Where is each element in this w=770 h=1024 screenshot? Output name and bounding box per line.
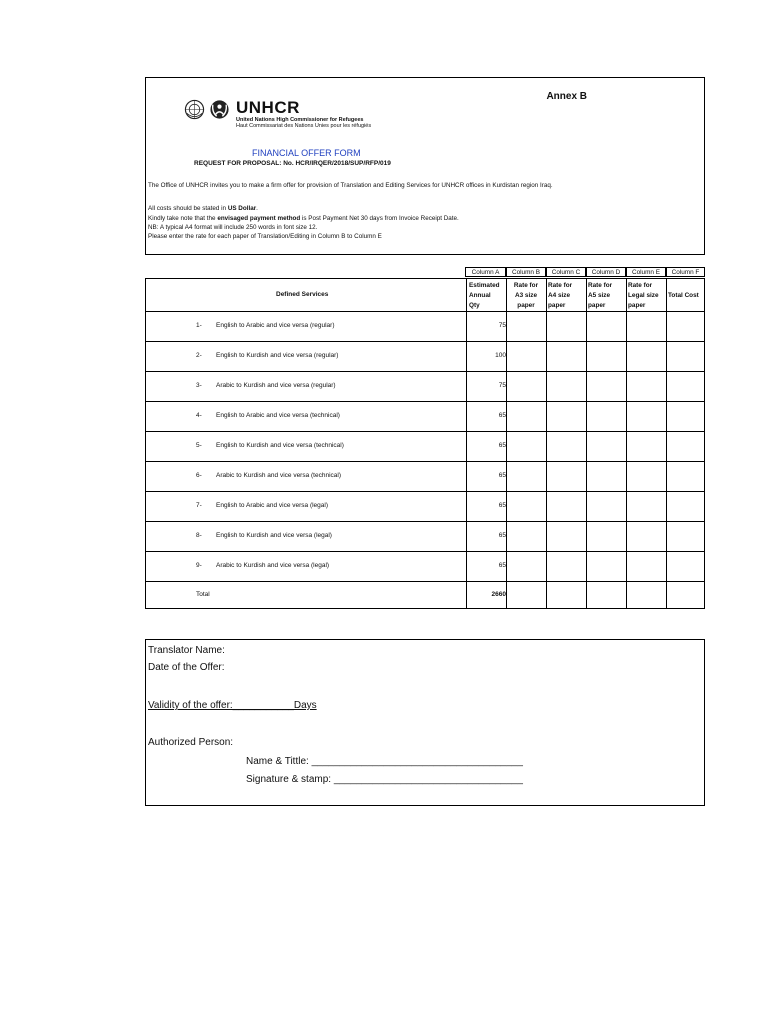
org-name-fr: Haut Commissariat des Nations Unies pour les réfugiés	[236, 123, 372, 129]
header-box	[145, 77, 705, 255]
column-e-label: Column E	[626, 267, 666, 277]
intro-text: The Office of UNHCR invites you to make a firm offer for provision of Translation and Editing Services for UNHCR offices in Kurdistan region Iraq.	[148, 182, 553, 189]
services-table: Defined Services Estimated Annual Qty Rate for A3 size paper Rate for A4 size paper Rate for A5 size paper Rate for Legal size paper Total Cost 1- English to Arabic and vice versa (regular) 75 2- English to Kurdish and vice versa (regular) 100 3- Arabic to Kurdish and vice versa (regular) 75 4- English to Arabic and vice versa (technical) 65 5- English to Kurdish and vice versa (technical) 65 6- Arabic to Kurdish and vice versa (technical) 65 7- English to Arabic and vice versa (legal) 65 8- English to Kurdish and vice versa (legal) 65 9- Arabic to Kurdish and vice versa (legal) 65 Total 2660	[145, 278, 705, 609]
header-rate-a5: Rate for A5 size paper	[588, 282, 613, 309]
name-title-field: Name & Tittle: ______________________________________	[246, 756, 523, 767]
validity-label: Validity of the offer:___________Days	[148, 700, 317, 711]
signature-stamp-field: Signature & stamp: __________________________________	[246, 774, 523, 785]
defined-services-header: Defined Services	[276, 291, 329, 298]
column-c-label: Column C	[546, 267, 586, 277]
note-currency: All costs should be stated in US Dollar.	[148, 205, 258, 212]
signature-box	[145, 639, 705, 806]
org-name-en: United Nations High Commissioner for Refugees	[236, 117, 364, 123]
authorized-person-label: Authorized Person:	[148, 737, 234, 748]
header-estimated-qty: Estimated Annual Qty	[469, 282, 500, 309]
org-acronym: UNHCR	[236, 98, 300, 117]
column-b-label: Column B	[506, 267, 546, 277]
rfp-number: REQUEST FOR PROPOSAL: No. HCR/IRQER/2018/SUP/RFP/019	[194, 160, 391, 167]
header-rate-a3: Rate for A3 size paper	[513, 282, 539, 309]
column-d-label: Column D	[586, 267, 626, 277]
un-emblem-icon	[184, 99, 205, 120]
translator-name-label: Translator Name:	[148, 645, 225, 656]
column-a-label: Column A	[465, 267, 506, 277]
unhcr-logo	[184, 98, 384, 128]
total-value: 2660	[491, 591, 506, 598]
note-rate-instructions: Please enter the rate for each paper of Translation/Editing in Column B to Column E	[148, 233, 382, 240]
notes	[148, 204, 459, 241]
header-rate-a4: Rate for A4 size paper	[548, 282, 573, 309]
unhcr-hands-icon	[209, 99, 230, 120]
total-label: Total	[196, 591, 210, 598]
header-total-cost: Total Cost	[668, 292, 699, 299]
note-a4-format: NB: A typical A4 format will include 250 words in font size 12.	[148, 224, 318, 231]
note-payment: Kindly take note that the envisaged payment method is Post Payment Net 30 days from Invoice Receipt Date.	[148, 215, 459, 222]
form-title: FINANCIAL OFFER FORM	[252, 148, 361, 158]
header-rate-legal: Rate for Legal size paper	[628, 282, 659, 309]
date-of-offer-label: Date of the Offer:	[148, 662, 225, 673]
column-f-label: Column F	[666, 267, 705, 277]
annex-label: Annex B	[546, 91, 587, 102]
